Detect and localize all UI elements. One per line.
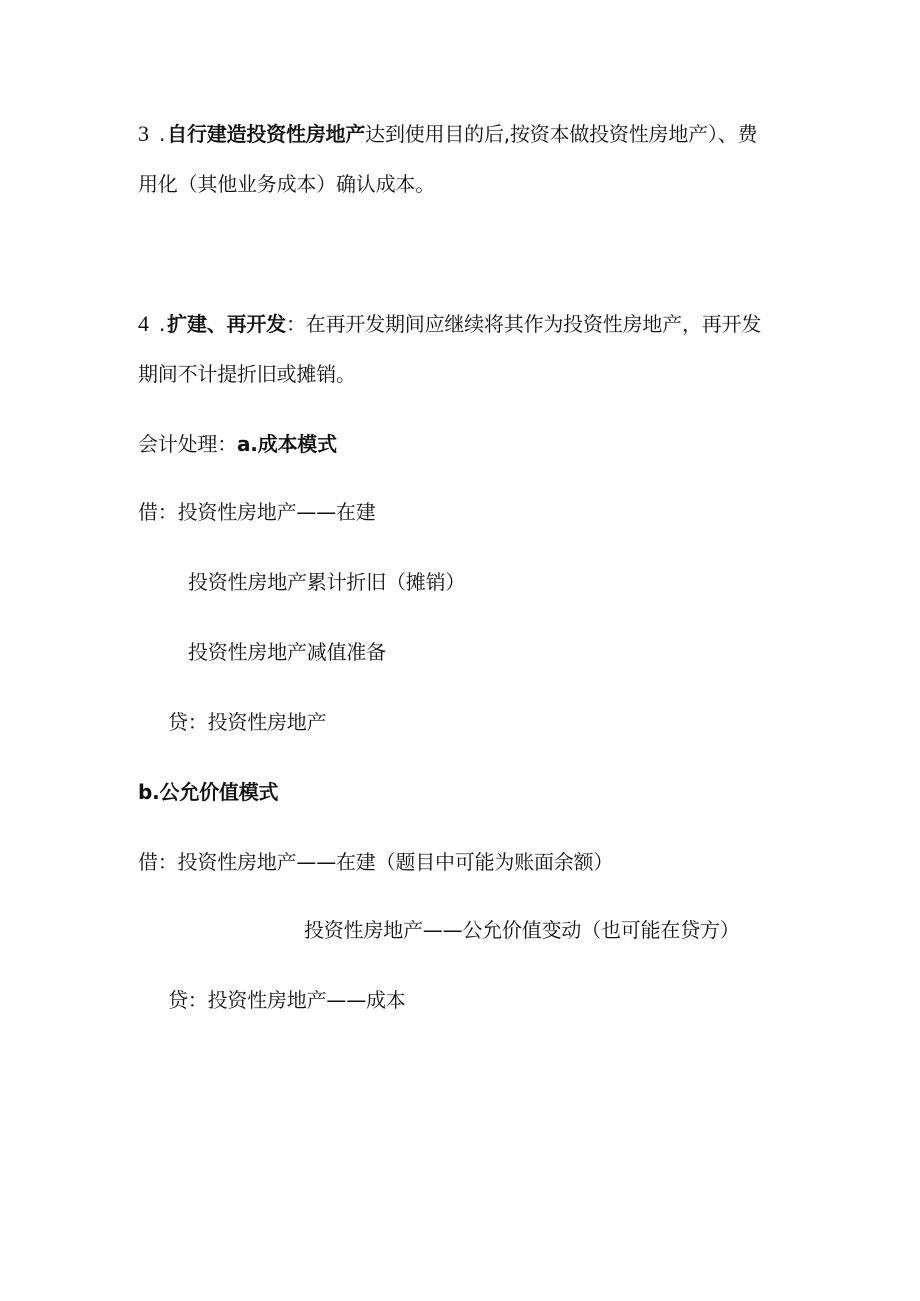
cost-model-heading: a.成本模式: [237, 432, 337, 456]
fair-credit-line: 贷：投资性房地产——成本: [168, 988, 406, 1012]
item3-line2: 用化（其他业务成本）确认成本。: [138, 172, 435, 196]
item3-line1: [138, 120, 757, 148]
cost-debit-line-2: 投资性房地产累计折旧（摊销）: [188, 570, 466, 594]
item4-dot: .: [158, 312, 166, 336]
item3-text1: 达到使用目的后,按资本做投资性房地产）、费: [365, 122, 758, 146]
fair-model-heading-line: [138, 778, 278, 806]
item3-heading: 自行建造投资性房地产: [167, 122, 366, 146]
item3-dot: .: [158, 122, 166, 146]
cost-credit-line: 贷：投资性房地产: [168, 710, 327, 734]
cost-debit-line: 借：投资性房地产——在建: [138, 500, 376, 524]
item4-heading: 扩建、再开发: [167, 312, 286, 336]
item4-text1: ：在再开发期间应继续将其作为投资性房地产，再开发: [285, 312, 762, 336]
fair-debit-line: 借：投资性房地产——在建（题目中可能为账面余额）: [138, 850, 614, 874]
item4-line1: [138, 310, 761, 338]
accounting-line: [138, 430, 337, 458]
fair-debit-line-2: 投资性房地产——公允价值变动（也可能在贷方）: [304, 918, 740, 942]
item4-line2: 期间不计提折旧或摊销。: [138, 362, 356, 386]
item4-number: 4: [138, 311, 149, 336]
cost-debit-line-3: 投资性房地产减值准备: [188, 640, 386, 664]
item3-number: 3: [138, 121, 149, 146]
fair-model-heading: b.公允价值模式: [138, 780, 279, 804]
accounting-label: 会计处理：: [138, 432, 237, 456]
